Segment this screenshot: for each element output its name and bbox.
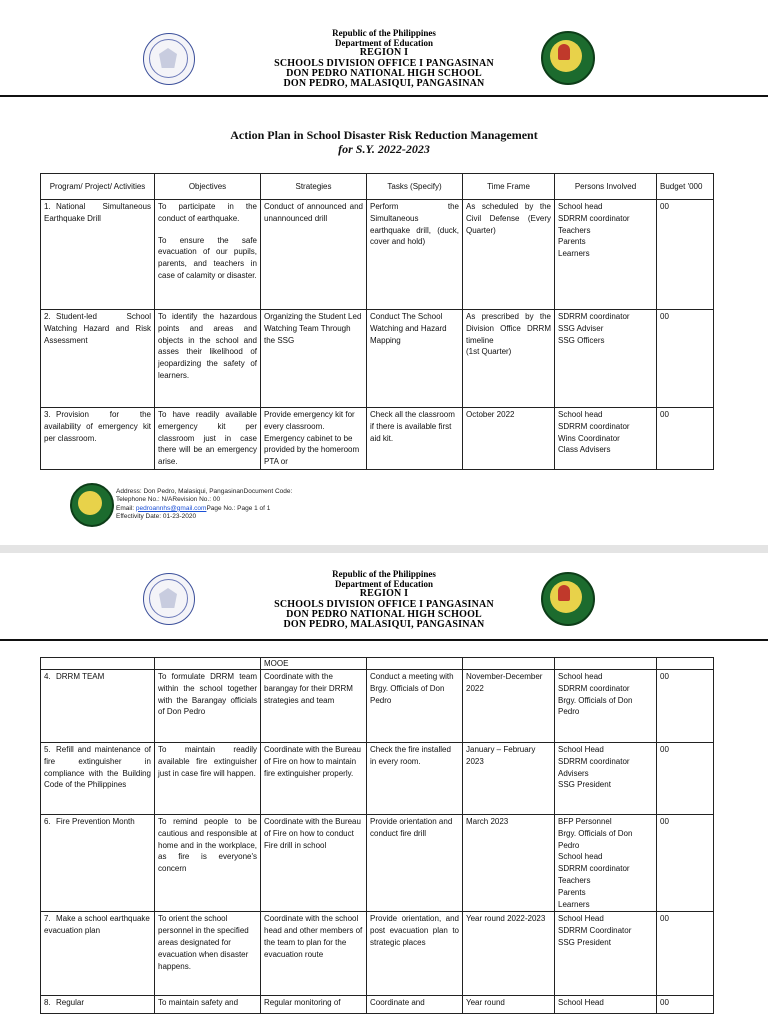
column-header: Time Frame — [463, 174, 555, 200]
footer-address: Address: Don Pedro, Malasiqui, Pangasinan — [116, 488, 244, 495]
persons-cell: School head SDRRM coordinator Wins Coordinator Class Advisers — [555, 408, 657, 470]
table-row — [41, 670, 714, 743]
table-row — [41, 912, 714, 996]
tasks-cell: Conduct a meeting with Brgy. Officials of Don Pedro — [367, 670, 463, 743]
header-line: REGION I — [359, 47, 409, 59]
persons-cell: School Head SDRRM Coordinator SSG President — [555, 912, 657, 996]
strategies-cell: Organizing the Student Led Watching Team Through the SSG — [261, 310, 367, 408]
deped-seal-logo — [143, 33, 195, 85]
budget-cell: 00 — [657, 200, 714, 310]
strategies-cell: Coordinate with the school head and other members of the team to plan for the evacuation route — [261, 912, 367, 996]
strategies-cell: Coordinate with the Bureau of Fire on how to conduct Fire drill in school — [261, 815, 367, 912]
header-line: DON PEDRO, MALASIQUI, PANGASINAN — [283, 619, 485, 631]
column-header: Persons Involved — [555, 174, 657, 200]
action-plan-table — [40, 173, 714, 470]
school-seal-logo — [70, 483, 114, 527]
timeframe-cell: March 2023 — [463, 815, 555, 912]
header-line: Republic of the Philippines — [332, 28, 436, 38]
strategies-cell: Coordinate with the Bureau of Fire on how to maintain fire extinguisher properly. — [261, 743, 367, 815]
column-header: Objectives — [155, 174, 261, 200]
table-row — [41, 408, 714, 470]
program-cell: 1. National Simultaneous Earthquake Drill — [41, 200, 155, 310]
timeframe-cell: Year round 2022-2023 — [463, 912, 555, 996]
mooe-label: MOOE — [261, 658, 367, 670]
tasks-cell: Provide orientation and conduct fire drill — [367, 815, 463, 912]
program-cell: 7. Make a school earthquake evacuation plan — [41, 912, 155, 996]
program-cell: 3. Provision for the availability of emergency kit per classroom. — [41, 408, 155, 470]
tasks-cell: Perform the Simultaneous earthquake drill, (duck, cover and hold) — [367, 200, 463, 310]
table-row — [41, 310, 714, 408]
persons-cell: School head SDRRM coordinator Teachers Parents Learners — [555, 200, 657, 310]
table-row — [41, 996, 714, 1014]
tasks-cell: Coordinate and — [367, 996, 463, 1014]
table-row — [41, 743, 714, 815]
footer-revision: Revision No.: 00 — [172, 496, 221, 504]
title-text: Action Plan in School Disaster Risk Reduction Management — [230, 128, 538, 142]
header-line: REGION I — [359, 588, 409, 600]
footer-telephone: Telephone No.: N/A — [116, 496, 173, 504]
timeframe-cell: October 2022 — [463, 408, 555, 470]
persons-cell: School Head SDRRM coordinator Advisers SSG President — [555, 743, 657, 815]
column-header: Tasks (Specify) — [367, 174, 463, 200]
letterhead — [200, 569, 568, 630]
budget-cell: 00 — [657, 815, 714, 912]
footer-doc-code: Document Code: — [243, 488, 293, 495]
header-line: Department of Education — [335, 579, 433, 590]
strategies-cell: Coordinate with the barangay for their DRRM strategies and team — [261, 670, 367, 743]
table-row — [41, 200, 714, 310]
footer-email-label: Email: — [116, 504, 135, 512]
column-header: Strategies — [261, 174, 367, 200]
footer-effectivity: Effectivity Date: 01-23-2020 — [116, 513, 197, 521]
page-separator — [0, 545, 768, 553]
strategies-cell: Provide emergency kit for every classroom. Emergency cabinet to be provided by the homeroom PTA or — [261, 408, 367, 470]
deped-seal-logo — [143, 573, 195, 625]
document-footer — [70, 483, 670, 527]
tasks-cell: Conduct The School Watching and Hazard Mapping — [367, 310, 463, 408]
table-subheader-row — [41, 658, 714, 670]
program-cell: 2. Student-led School Watching Hazard and Risk Assessment — [41, 310, 155, 408]
objectives-cell: To orient the school personnel in the specified areas designated for evacuation when disaster happens. — [155, 912, 261, 996]
budget-cell: 00 — [657, 670, 714, 743]
objectives-cell: To identify the hazardous points and areas and objects in the school and asses their likelihood of jeopardizing the safety of learners. — [155, 310, 261, 408]
strategies-cell: Conduct of announced and unannounced drill — [261, 200, 367, 310]
timeframe-cell: Year round — [463, 996, 555, 1014]
budget-cell: 00 — [657, 996, 714, 1014]
header-line: SCHOOLS DIVISION OFFICE I PANGASINAN — [274, 598, 494, 610]
table-row — [41, 815, 714, 912]
header-divider — [0, 639, 768, 641]
timeframe-cell: November-December 2022 — [463, 670, 555, 743]
strategies-cell: Regular monitoring of — [261, 996, 367, 1014]
tasks-cell: Provide orientation, and post evacuation plan to strategic places — [367, 912, 463, 996]
objectives-cell: To participate in the conduct of earthquake. To ensure the safe evacuation of our pupils, parents, and teachers in case of calamity or disaster. — [155, 200, 261, 310]
document-title — [0, 128, 768, 156]
letterhead — [200, 28, 568, 89]
header-line: DON PEDRO NATIONAL HIGH SCHOOL — [286, 67, 482, 79]
table-header-row — [41, 174, 714, 200]
program-cell: 5. Refill and maintenance of fire extinguisher in compliance with the Building Code of the Philippines — [41, 743, 155, 815]
objectives-cell: To remind people to be cautious and responsible at home and in the workplace, as fire is everyone's concern — [155, 815, 261, 912]
budget-cell: 00 — [657, 912, 714, 996]
footer-info — [116, 488, 292, 522]
timeframe-cell: January – February 2023 — [463, 743, 555, 815]
header-line: Department of Education — [335, 38, 433, 49]
header-divider — [0, 95, 768, 97]
timeframe-cell: As scheduled by the Civil Defense (Every Quarter) — [463, 200, 555, 310]
budget-cell: 00 — [657, 310, 714, 408]
program-cell: 8. Regular — [41, 996, 155, 1014]
program-cell: 4. DRRM TEAM — [41, 670, 155, 743]
tasks-cell: Check all the classroom if there is available first aid kit. — [367, 408, 463, 470]
header-line: SCHOOLS DIVISION OFFICE I PANGASINAN — [274, 57, 494, 69]
persons-cell: School Head — [555, 996, 657, 1014]
header-line: Republic of the Philippines — [332, 569, 436, 579]
persons-cell: SDRRM coordinator SSG Adviser SSG Officers — [555, 310, 657, 408]
timeframe-cell: As prescribed by the Division Office DRRM timeline (1st Quarter) — [463, 310, 555, 408]
objectives-cell: To maintain readily available fire extinguisher just in case fire will happen. — [155, 743, 261, 815]
column-header: Budget '000 — [657, 174, 714, 200]
footer-email-link[interactable]: pedroannhs@gmail.com — [135, 504, 207, 512]
subtitle-text: for S.Y. 2022-2023 — [338, 142, 430, 156]
persons-cell: BFP Personnel Brgy. Officials of Don Pedro School head SDRRM coordinator Teachers Parents Learners — [555, 815, 657, 912]
footer-page-no: Page No.: Page 1 of 1 — [206, 504, 271, 512]
program-cell: 6. Fire Prevention Month — [41, 815, 155, 912]
objectives-cell: To maintain safety and — [155, 996, 261, 1014]
column-header: Program/ Project/ Activities — [41, 174, 155, 200]
persons-cell: School head SDRRM coordinator Brgy. Officials of Don Pedro — [555, 670, 657, 743]
header-line: DON PEDRO, MALASIQUI, PANGASINAN — [283, 78, 485, 90]
document-page-2 — [0, 553, 768, 1024]
action-plan-table — [40, 657, 714, 1014]
objectives-cell: To have readily available emergency kit per classroom just in case there will be an emergency arise. — [155, 408, 261, 470]
budget-cell: 00 — [657, 743, 714, 815]
tasks-cell: Check the fire installed in every room. — [367, 743, 463, 815]
budget-cell: 00 — [657, 408, 714, 470]
objectives-cell: To formulate DRRM team within the school together with the Barangay officials of Don Pedro — [155, 670, 261, 743]
header-line: DON PEDRO NATIONAL HIGH SCHOOL — [286, 608, 482, 620]
